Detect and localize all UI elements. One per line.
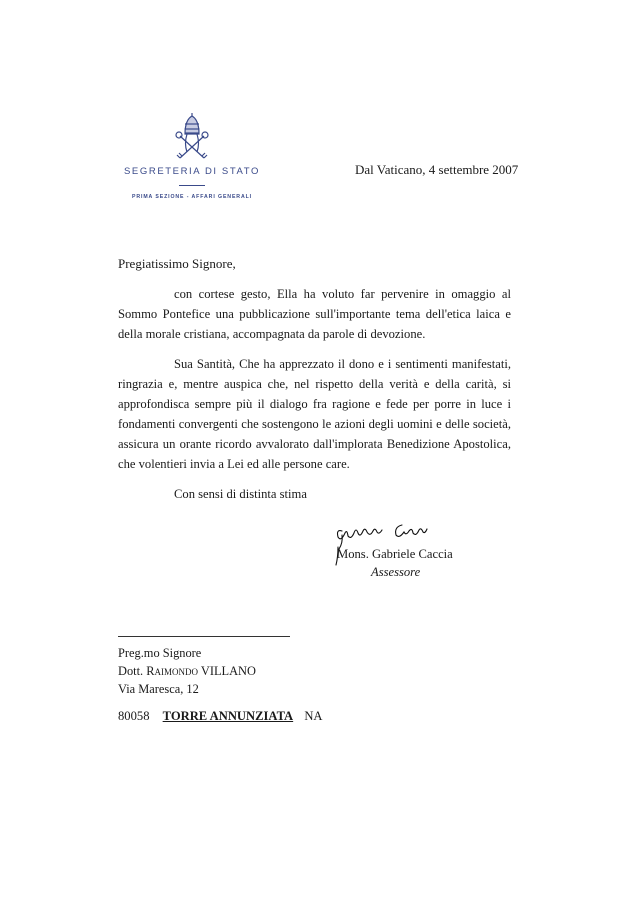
recipient-line1: Preg.mo Signore bbox=[118, 646, 202, 660]
letterhead-divider bbox=[179, 185, 205, 186]
province: NA bbox=[304, 709, 323, 723]
postal-code: 80058 bbox=[118, 709, 150, 723]
office-name: SEGRETERIA DI STATO bbox=[124, 166, 260, 177]
signer-name: Mons. Gabriele Caccia bbox=[337, 547, 453, 561]
dateline: Dal Vaticano, 4 settembre 2007 bbox=[355, 162, 519, 177]
city: TORRE ANNUNZIATA bbox=[162, 709, 294, 723]
signer-block bbox=[337, 545, 453, 581]
recipient-last-name: VILLANO bbox=[200, 664, 256, 678]
recipient-title: Dott. bbox=[118, 664, 144, 678]
recipient-first-name: Raimondo bbox=[146, 664, 199, 678]
paragraph: con cortese gesto, Ella ha voluto far pervenire in omaggio al Sommo Pontefice una pubblicazione sull'importante tema dell'etica laica e della morale cristiana, accompagnata da parole di devozione. bbox=[118, 287, 511, 341]
closing: Con sensi di distinta stima bbox=[174, 487, 307, 501]
letter-body bbox=[118, 284, 511, 504]
papal-keys-tiara-icon bbox=[172, 112, 212, 162]
letterhead bbox=[112, 112, 272, 200]
recipient-street: Via Maresca, 12 bbox=[118, 682, 199, 696]
address-divider bbox=[118, 636, 290, 637]
office-section: PRIMA SEZIONE - AFFARI GENERALI bbox=[131, 194, 253, 200]
signer-role: Assessore bbox=[371, 565, 421, 579]
paragraph: Sua Santità, Che ha apprezzato il dono e i sentimenti manifestati, ringrazia e, mentre auspica che, nel rispetto della verità e della carità, si approfondisca sempre più il dialogo fra ragione e fede per porre in luce i fondamenti convergenti che sostengono le azioni degli uomini e delle società, assicura un orante ricordo avvalorato dall'implorata Benedizione Apostolica, che volentieri invia a Lei ed alle persone care. bbox=[118, 357, 511, 471]
recipient-name-line bbox=[118, 662, 256, 680]
salutation: Pregiatissimo Signore, bbox=[118, 256, 236, 271]
recipient-address bbox=[118, 644, 256, 698]
recipient-city-line bbox=[118, 709, 323, 724]
